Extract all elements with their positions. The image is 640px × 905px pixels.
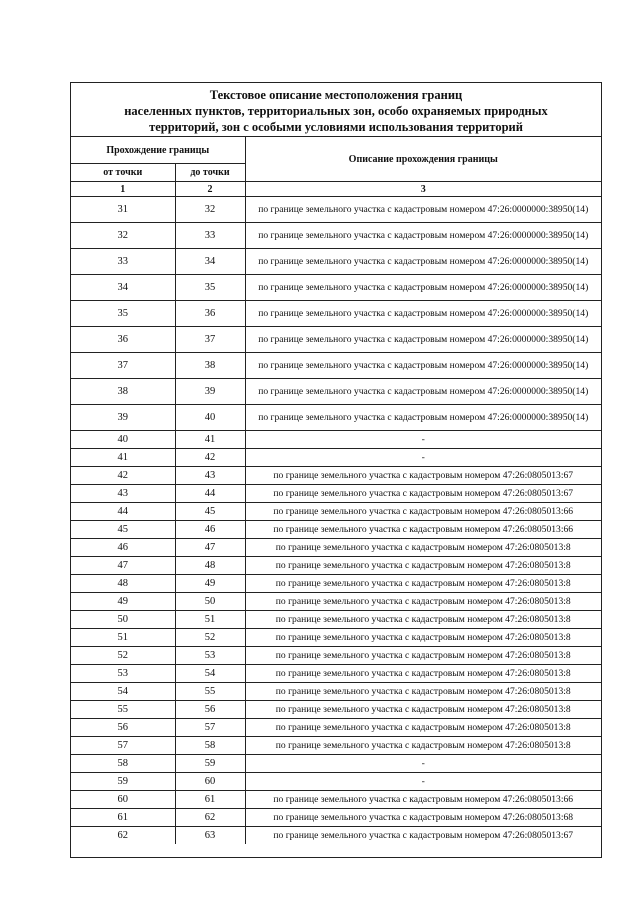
point-from-cell: 54 (71, 683, 175, 701)
description-cell: по границе земельного участка с кадастровым номером 47:26:0805013:67 (245, 827, 601, 845)
table-row (71, 379, 601, 405)
point-to-cell: 52 (175, 629, 245, 647)
description-cell: по границе земельного участка с кадастровым номером 47:26:0805013:8 (245, 683, 601, 701)
description-cell: по границе земельного участка с кадастровым номером 47:26:0805013:68 (245, 809, 601, 827)
table-row (71, 791, 601, 809)
point-to-cell: 50 (175, 593, 245, 611)
point-to-cell: 33 (175, 223, 245, 249)
description-cell: по границе земельного участка с кадастровым номером 47:26:0805013:8 (245, 629, 601, 647)
point-to-cell: 44 (175, 485, 245, 503)
point-to-cell: 45 (175, 503, 245, 521)
table-row (71, 575, 601, 593)
point-to-cell: 48 (175, 557, 245, 575)
description-cell: по границе земельного участка с кадастровым номером 47:26:0805013:8 (245, 557, 601, 575)
description-cell: по границе земельного участка с кадастровым номером 47:26:0000000:38950(14) (245, 379, 601, 405)
point-from-cell: 40 (71, 431, 175, 449)
table-bottom-margin (71, 844, 601, 857)
document-table-frame (70, 82, 602, 858)
point-to-cell: 49 (175, 575, 245, 593)
point-from-cell: 60 (71, 791, 175, 809)
point-to-cell: 57 (175, 719, 245, 737)
description-cell: - (245, 431, 601, 449)
table-row (71, 683, 601, 701)
point-to-cell: 53 (175, 647, 245, 665)
table-row (71, 773, 601, 791)
point-to-cell: 43 (175, 467, 245, 485)
point-from-cell: 58 (71, 755, 175, 773)
point-from-cell: 56 (71, 719, 175, 737)
point-from-cell: 31 (71, 197, 175, 223)
description-cell: по границе земельного участка с кадастровым номером 47:26:0805013:8 (245, 539, 601, 557)
table-row (71, 755, 601, 773)
point-to-cell: 41 (175, 431, 245, 449)
table-body (71, 197, 601, 845)
header-description: Описание прохождения границы (245, 137, 601, 182)
table-row (71, 665, 601, 683)
description-cell: по границе земельного участка с кадастровым номером 47:26:0805013:67 (245, 485, 601, 503)
header-to: до точки (175, 164, 245, 182)
table-row (71, 647, 601, 665)
point-from-cell: 42 (71, 467, 175, 485)
table-row (71, 737, 601, 755)
point-from-cell: 53 (71, 665, 175, 683)
point-from-cell: 62 (71, 827, 175, 845)
description-cell: по границе земельного участка с кадастровым номером 47:26:0805013:8 (245, 665, 601, 683)
point-from-cell: 52 (71, 647, 175, 665)
header-passage: Прохождение границы (71, 137, 245, 164)
point-from-cell: 33 (71, 249, 175, 275)
table-row (71, 485, 601, 503)
title-line: территорий, зон с особыми условиями использования территорий (149, 120, 523, 134)
description-cell: по границе земельного участка с кадастровым номером 47:26:0805013:66 (245, 791, 601, 809)
description-cell: по границе земельного участка с кадастровым номером 47:26:0805013:8 (245, 719, 601, 737)
table-row (71, 557, 601, 575)
description-cell: по границе земельного участка с кадастровым номером 47:26:0000000:38950(14) (245, 301, 601, 327)
point-from-cell: 32 (71, 223, 175, 249)
point-to-cell: 42 (175, 449, 245, 467)
header-col-1: 1 (71, 182, 175, 197)
table-row (71, 197, 601, 223)
table-row (71, 431, 601, 449)
table-row (71, 467, 601, 485)
description-cell: по границе земельного участка с кадастровым номером 47:26:0000000:38950(14) (245, 275, 601, 301)
point-to-cell: 63 (175, 827, 245, 845)
table-row (71, 405, 601, 431)
description-cell: по границе земельного участка с кадастровым номером 47:26:0805013:67 (245, 467, 601, 485)
description-cell: по границе земельного участка с кадастровым номером 47:26:0805013:8 (245, 647, 601, 665)
point-from-cell: 34 (71, 275, 175, 301)
description-cell: по границе земельного участка с кадастровым номером 47:26:0805013:8 (245, 611, 601, 629)
document-title (71, 83, 601, 137)
point-from-cell: 47 (71, 557, 175, 575)
point-from-cell: 38 (71, 379, 175, 405)
header-col-2: 2 (175, 182, 245, 197)
point-from-cell: 48 (71, 575, 175, 593)
table-row (71, 629, 601, 647)
point-from-cell: 59 (71, 773, 175, 791)
description-cell: по границе земельного участка с кадастровым номером 47:26:0000000:38950(14) (245, 405, 601, 431)
point-from-cell: 37 (71, 353, 175, 379)
point-from-cell: 39 (71, 405, 175, 431)
table-row (71, 539, 601, 557)
point-from-cell: 45 (71, 521, 175, 539)
description-cell: по границе земельного участка с кадастровым номером 47:26:0000000:38950(14) (245, 327, 601, 353)
description-cell: по границе земельного участка с кадастровым номером 47:26:0805013:8 (245, 737, 601, 755)
point-to-cell: 59 (175, 755, 245, 773)
table-row (71, 611, 601, 629)
point-to-cell: 54 (175, 665, 245, 683)
table-row (71, 809, 601, 827)
point-from-cell: 43 (71, 485, 175, 503)
point-to-cell: 35 (175, 275, 245, 301)
point-from-cell: 49 (71, 593, 175, 611)
table-row (71, 249, 601, 275)
description-cell: - (245, 755, 601, 773)
description-cell: по границе земельного участка с кадастровым номером 47:26:0000000:38950(14) (245, 249, 601, 275)
point-to-cell: 60 (175, 773, 245, 791)
point-from-cell: 35 (71, 301, 175, 327)
point-from-cell: 46 (71, 539, 175, 557)
point-to-cell: 51 (175, 611, 245, 629)
description-cell: - (245, 449, 601, 467)
description-cell: по границе земельного участка с кадастровым номером 47:26:0805013:66 (245, 521, 601, 539)
table-row (71, 521, 601, 539)
point-from-cell: 41 (71, 449, 175, 467)
description-cell: - (245, 773, 601, 791)
description-cell: по границе земельного участка с кадастровым номером 47:26:0000000:38950(14) (245, 197, 601, 223)
table-row (71, 503, 601, 521)
table-row (71, 275, 601, 301)
description-cell: по границе земельного участка с кадастровым номером 47:26:0805013:8 (245, 701, 601, 719)
description-cell: по границе земельного участка с кадастровым номером 47:26:0805013:8 (245, 575, 601, 593)
point-to-cell: 46 (175, 521, 245, 539)
table-row (71, 827, 601, 845)
boundary-table (71, 137, 601, 844)
point-to-cell: 34 (175, 249, 245, 275)
table-row (71, 701, 601, 719)
point-to-cell: 62 (175, 809, 245, 827)
description-cell: по границе земельного участка с кадастровым номером 47:26:0805013:66 (245, 503, 601, 521)
point-to-cell: 56 (175, 701, 245, 719)
point-to-cell: 37 (175, 327, 245, 353)
table-row (71, 327, 601, 353)
point-to-cell: 40 (175, 405, 245, 431)
point-from-cell: 61 (71, 809, 175, 827)
point-to-cell: 61 (175, 791, 245, 809)
table-row (71, 449, 601, 467)
point-to-cell: 32 (175, 197, 245, 223)
table-row (71, 719, 601, 737)
description-cell: по границе земельного участка с кадастровым номером 47:26:0000000:38950(14) (245, 223, 601, 249)
table-row (71, 593, 601, 611)
point-from-cell: 44 (71, 503, 175, 521)
table-row (71, 301, 601, 327)
point-to-cell: 36 (175, 301, 245, 327)
table-row (71, 223, 601, 249)
title-line: населенных пунктов, территориальных зон, особо охраняемых природных (124, 104, 548, 118)
point-to-cell: 55 (175, 683, 245, 701)
point-to-cell: 39 (175, 379, 245, 405)
point-from-cell: 36 (71, 327, 175, 353)
point-to-cell: 58 (175, 737, 245, 755)
title-line: Текстовое описание местоположения границ (209, 88, 463, 102)
point-from-cell: 55 (71, 701, 175, 719)
header-col-3: 3 (245, 182, 601, 197)
point-to-cell: 38 (175, 353, 245, 379)
point-to-cell: 47 (175, 539, 245, 557)
point-from-cell: 51 (71, 629, 175, 647)
point-from-cell: 57 (71, 737, 175, 755)
point-from-cell: 50 (71, 611, 175, 629)
table-row (71, 353, 601, 379)
description-cell: по границе земельного участка с кадастровым номером 47:26:0000000:38950(14) (245, 353, 601, 379)
description-cell: по границе земельного участка с кадастровым номером 47:26:0805013:8 (245, 593, 601, 611)
header-from: от точки (71, 164, 175, 182)
